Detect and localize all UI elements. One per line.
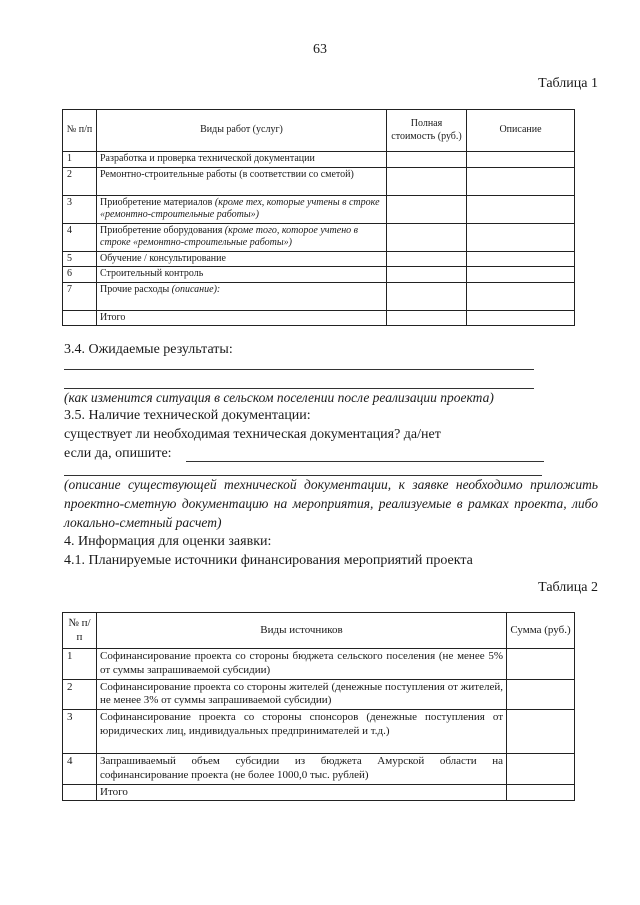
header-sum: Сумма (руб.) [507,613,575,649]
desc-cell[interactable] [467,282,575,310]
row-text: Строительный контроль [97,267,387,283]
cost-cell[interactable] [387,223,467,251]
table-row [63,152,575,168]
cost-cell[interactable] [387,251,467,267]
total-row [63,784,575,801]
cost-cell[interactable] [387,282,467,310]
table-row [63,649,575,680]
row-text: Ремонтно-строительные работы (в соответствии со сметой) [97,167,387,195]
cost-cell[interactable] [387,195,467,223]
table2-caption: Таблица 2 [538,580,598,595]
row-text: Обучение / консультирование [97,251,387,267]
total-cost-cell[interactable] [387,310,467,326]
row-num: 4 [63,754,97,785]
header-num: № п/п [63,613,97,649]
desc-cell[interactable] [467,195,575,223]
row-num: 6 [63,267,97,283]
total-label: Итого [97,784,507,801]
table-row [63,282,575,310]
table-row [63,710,575,754]
note-3-4: (как изменится ситуация в сельском поселении после реализации проекта) [64,390,494,405]
total-label: Итого [97,310,387,326]
section-3-4: 3.4. Ожидаемые результаты: [64,342,233,357]
describe-3-5: если да, опишите: [64,446,172,461]
page-number: 63 [313,42,327,57]
row-text: Прочие расходы (описание): [97,282,387,310]
sources-table-header [63,613,575,649]
total-desc-cell[interactable] [467,310,575,326]
desc-cell[interactable] [467,267,575,283]
answer-line[interactable] [186,461,544,462]
row-text: Приобретение материалов (кроме тех, которые учтены в строке «ремонтно-строительные работы») [97,195,387,223]
section-3-5: 3.5. Наличие технической документации: [64,408,311,423]
row-text: Софинансирование проекта со стороны жителей (денежные поступления от жителей, не менее 3% от суммы запрашиваемой субсидии) [97,679,507,710]
row-text: Софинансирование проекта со стороны бюджета сельского поселения (не менее 5% от суммы запрашиваемой субсидии) [97,649,507,680]
answer-line[interactable] [64,369,534,370]
header-kind: Виды работ (услуг) [97,110,387,152]
header-cost: Полная стоимость (руб.) [387,110,467,152]
cost-cell[interactable] [387,267,467,283]
table-row [63,267,575,283]
works-table [62,109,575,326]
works-table-header [63,110,575,152]
total-sum-cell[interactable] [507,784,575,801]
row-num: 5 [63,251,97,267]
desc-cell[interactable] [467,251,575,267]
row-text: Приобретение оборудования (кроме того, которое учтено в строке «ремонтно-строительные работы») [97,223,387,251]
cost-cell[interactable] [387,152,467,168]
sum-cell[interactable] [507,754,575,785]
row-num: 7 [63,282,97,310]
row-num: 2 [63,167,97,195]
total-row [63,310,575,326]
table-row [63,195,575,223]
table1-caption: Таблица 1 [538,76,598,91]
header-desc: Описание [467,110,575,152]
section-4: 4. Информация для оценки заявки: [64,534,272,549]
table-row [63,754,575,785]
sum-cell[interactable] [507,649,575,680]
row-num: 4 [63,223,97,251]
sum-cell[interactable] [507,679,575,710]
row-num: 1 [63,152,97,168]
table-row [63,679,575,710]
header-num: № п/п [63,110,97,152]
section-4-1: 4.1. Планируемые источники финансирования мероприятий проекта [64,553,473,568]
row-num: 3 [63,195,97,223]
desc-cell[interactable] [467,152,575,168]
cost-cell[interactable] [387,167,467,195]
desc-cell[interactable] [467,167,575,195]
note-3-5: (описание существующей технической документации, к заявке необходимо приложить проектно-сметную документацию на мероприятия, реализуемые в рамках проекта, либо локально-сметный расчет) [64,477,598,530]
header-kind: Виды источников [97,613,507,649]
table-row [63,167,575,195]
row-num: 1 [63,649,97,680]
row-num: 2 [63,679,97,710]
row-text: Запрашиваемый объем субсидии из бюджета Амурской области на софинансирование проекта (не более 1000,0 тыс. рублей) [97,754,507,785]
table-row [63,251,575,267]
row-num: 3 [63,710,97,754]
sum-cell[interactable] [507,710,575,754]
row-text: Софинансирование проекта со стороны спонсоров (денежные поступления от юридических лиц, индивидуальных предпринимателей и т.д.) [97,710,507,754]
row-text: Разработка и проверка технической документации [97,152,387,168]
question-3-5: существует ли необходимая техническая документация? да/нет [64,427,441,442]
sources-table [62,612,575,801]
desc-cell[interactable] [467,223,575,251]
table-row [63,223,575,251]
